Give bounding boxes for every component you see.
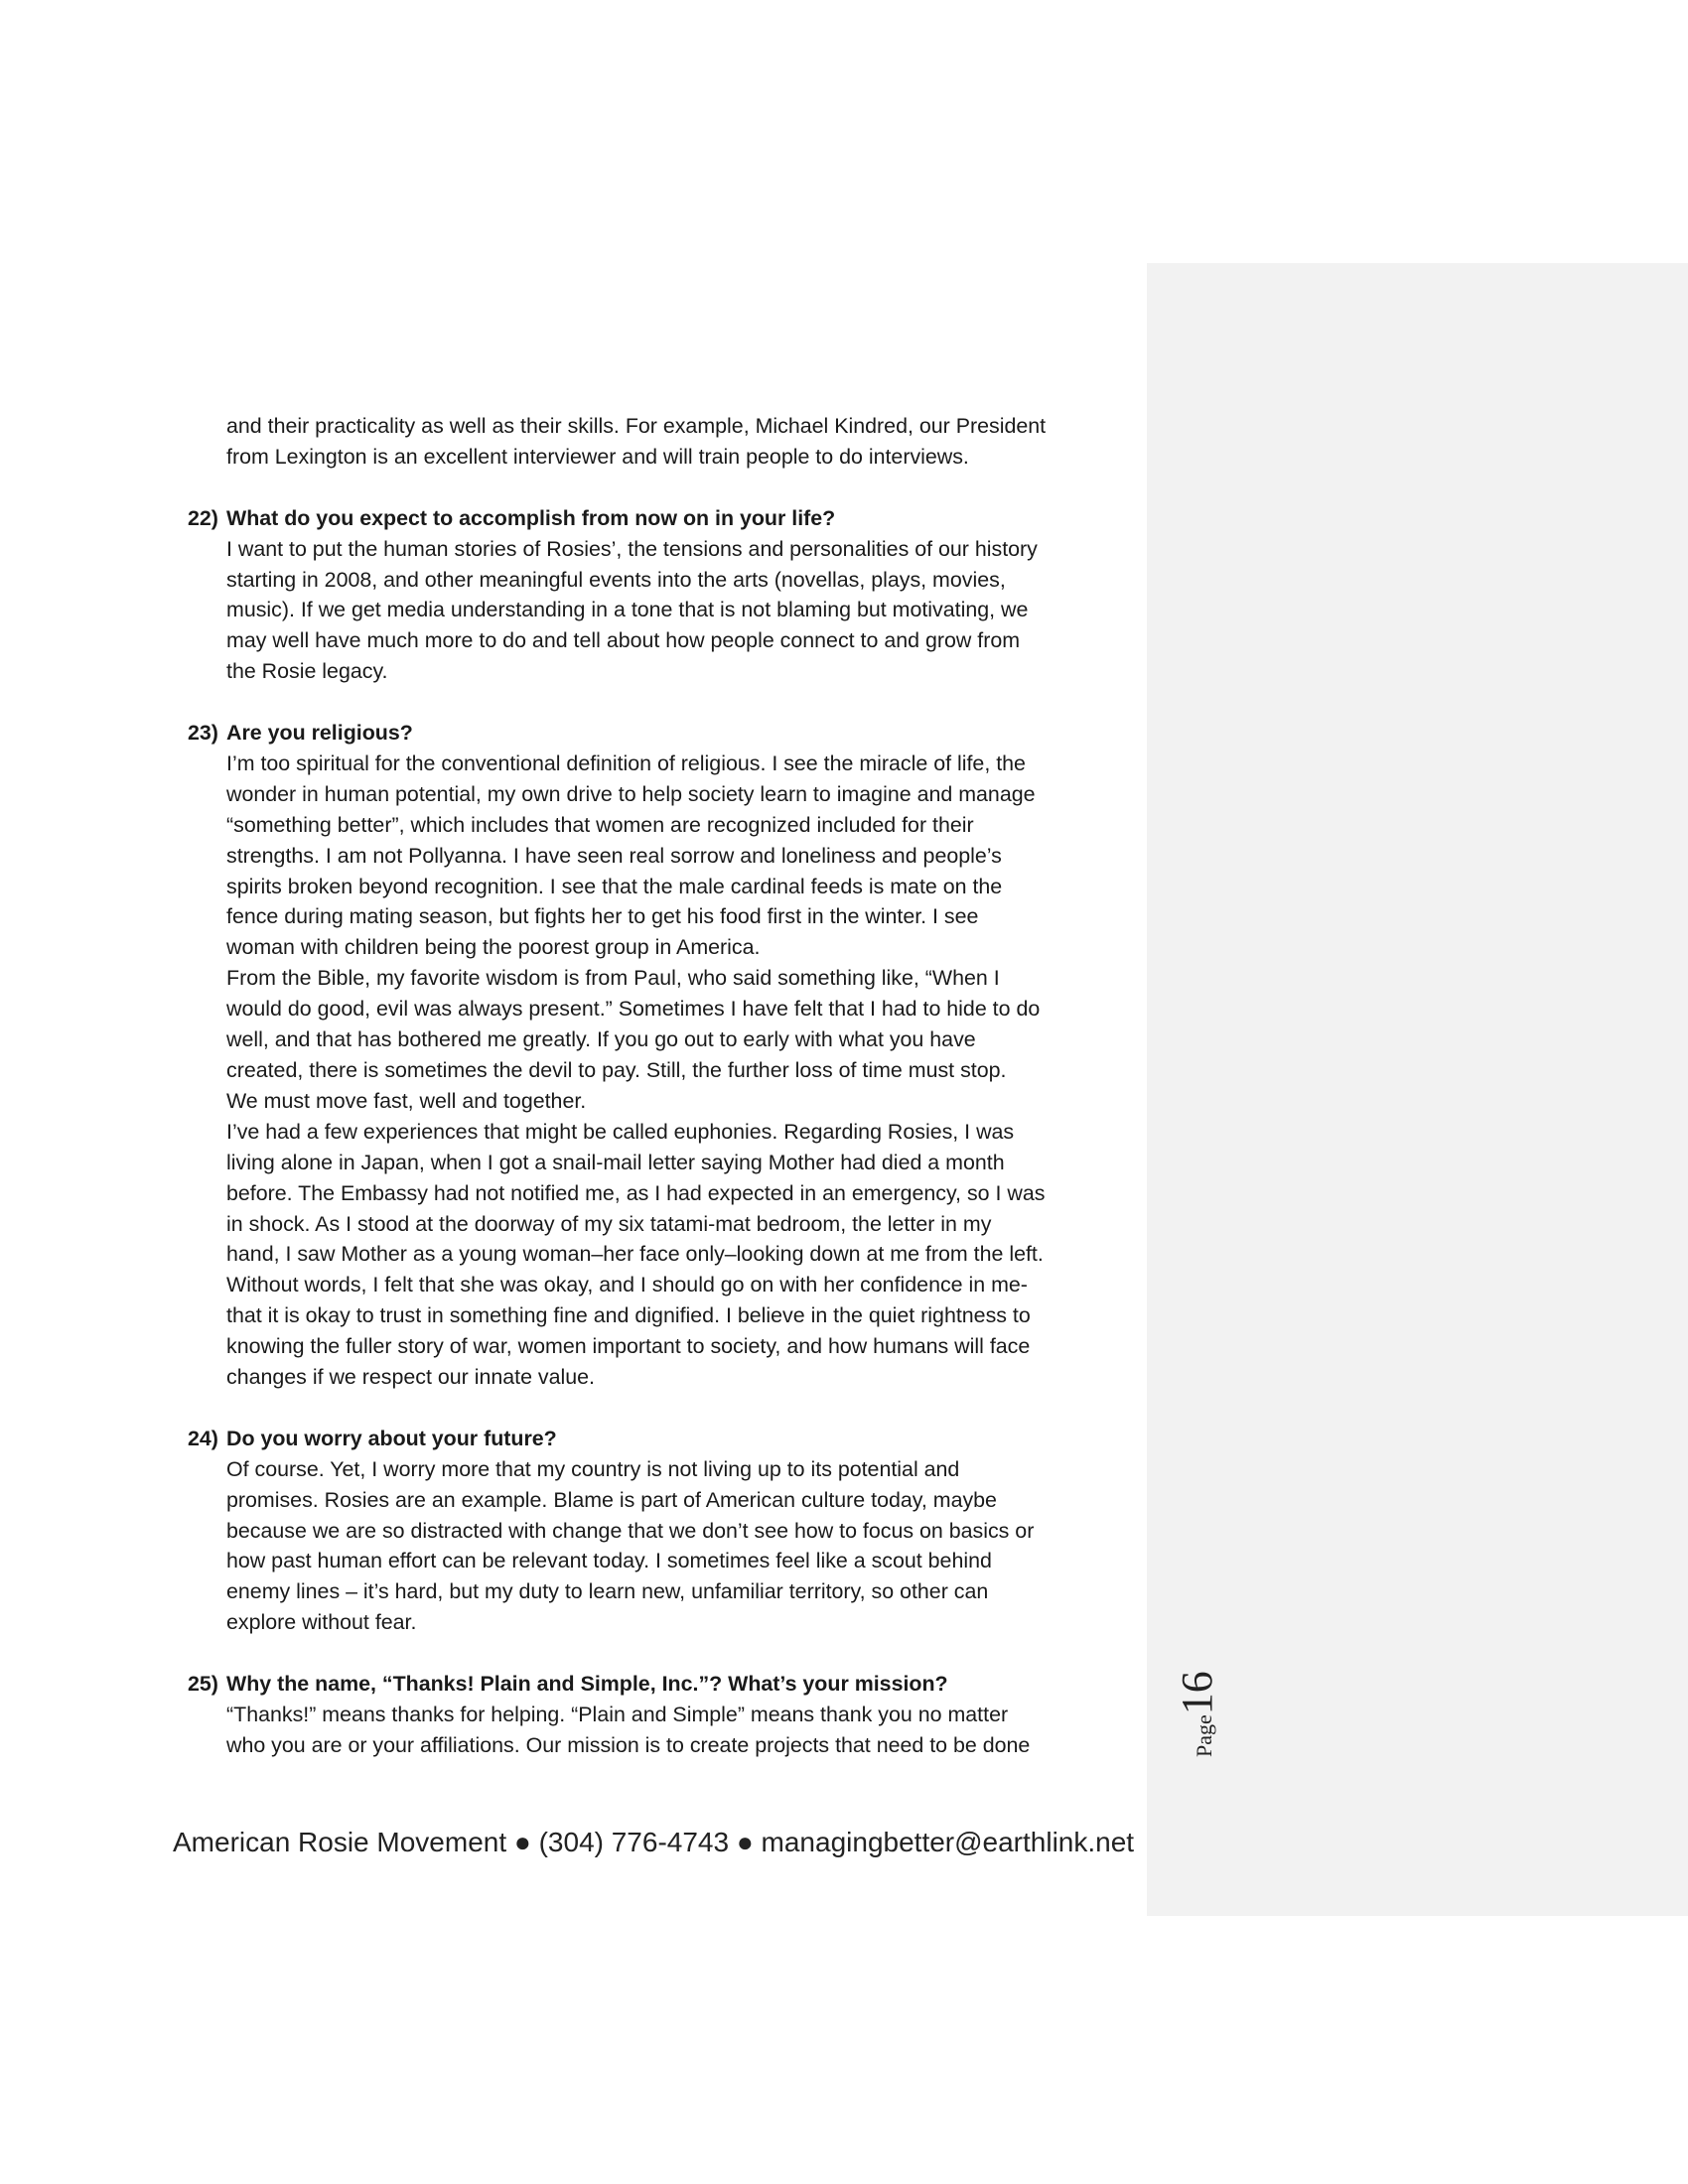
text-line: knowing the fuller story of war, women important to society, and how humans will face [226, 1334, 1031, 1359]
question-text: Why the name, “Thanks! Plain and Simple, Inc.”? What’s your mission? [226, 1672, 948, 1697]
answer-paragraph [184, 1700, 1137, 1761]
text-line: how past human effort can be relevant today. I sometimes feel like a scout behind [226, 1549, 992, 1573]
text-line: created, there is sometimes the devil to pay. Still, the further loss of time must stop. [226, 1058, 1007, 1082]
text-line: I want to put the human stories of Rosies’, the tensions and personalities of our history [226, 536, 1038, 561]
text-line: strengths. I am not Pollyanna. I have seen real sorrow and loneliness and people’s [226, 843, 1002, 868]
question-number: 25) [188, 1672, 218, 1697]
answer-paragraph [184, 1117, 1137, 1393]
text-line: would do good, evil was always present.” Sometimes I have felt that I had to hide to do [226, 997, 1041, 1022]
text-line: and their practicality as well as their skills. For example, Michael Kindred, our President [226, 414, 1047, 438]
page-label-word: Page [1192, 1714, 1216, 1757]
text-line: because we are so distracted with change that we don’t see how to focus on basics or [226, 1518, 1035, 1543]
text-line: the Rosie legacy. [226, 659, 388, 684]
text-line: Of course. Yet, I worry more that my country is not living up to its potential and [226, 1456, 960, 1481]
text-line: Without words, I felt that she was okay, and I should go on with her confidence in me- [226, 1273, 1028, 1297]
intro-paragraph [184, 411, 1137, 473]
text-line: I’ve had a few experiences that might be called euphonies. Regarding Rosies, I was [226, 1119, 1015, 1144]
answer-paragraph [184, 534, 1137, 688]
question-number: 22) [188, 505, 218, 530]
question-number: 24) [188, 1426, 218, 1450]
text-line: living alone in Japan, when I got a snail-mail letter saying Mother had died a month [226, 1150, 1005, 1174]
text-line: music). If we get media understanding in a tone that is not blaming but motivating, we [226, 598, 1029, 622]
text-line: fence during mating season, but fights her to get his food first in the winter. I see [226, 904, 979, 929]
text-line: changes if we respect our innate value. [226, 1365, 595, 1390]
qa-item-24 [184, 1424, 1137, 1638]
qa-item-22 [184, 503, 1137, 687]
question-heading [184, 503, 1137, 534]
text-line: before. The Embassy had not notified me, as I had expected in an emergency, so I was [226, 1180, 1046, 1205]
answer-paragraph [184, 963, 1137, 1117]
text-line: starting in 2008, and other meaningful events into the arts (novellas, plays, movies, [226, 567, 1006, 592]
text-line: I’m too spiritual for the conventional definition of religious. I see the miracle of life, the [226, 751, 1026, 775]
text-line: may well have much more to do and tell about how people connect to and grow from [226, 628, 1021, 653]
text-line: “Thanks!” means thanks for helping. “Plain and Simple” means thank you no matter [226, 1703, 1009, 1726]
page-label-number: 16 [1173, 1671, 1221, 1715]
text-line: well, and that has bothered me greatly. If you go out to early with what you have [226, 1027, 976, 1052]
question-heading [184, 1424, 1137, 1454]
text-line: spirits broken beyond recognition. I see that the male cardinal feeds is mate on the [226, 874, 1003, 898]
question-text: What do you expect to accomplish from now on in your life? [226, 505, 836, 530]
question-number: 23) [188, 721, 218, 746]
text-line: “something better”, which includes that women are recognized included for their [226, 812, 974, 837]
text-line: who you are or your affiliations. Our mission is to create projects that need to be done [226, 1732, 1031, 1757]
qa-item-25 [184, 1669, 1137, 1761]
question-heading [184, 1669, 1137, 1700]
text-line: from Lexington is an excellent interviewer and will train people to do interviews. [226, 444, 969, 469]
qa-item-23 [184, 718, 1137, 1393]
question-heading [184, 718, 1137, 749]
text-line: We must move fast, well and together. [226, 1088, 587, 1113]
text-line: explore without fear. [226, 1610, 417, 1635]
text-line: enemy lines – it’s hard, but my duty to learn new, unfamiliar territory, so other can [226, 1579, 989, 1604]
comment-margin-pane [1147, 263, 1688, 1916]
answer-paragraph [184, 1454, 1137, 1638]
question-text: Are you religious? [226, 721, 413, 746]
text-line: promises. Rosies are an example. Blame is part of American culture today, maybe [226, 1487, 997, 1512]
page-number [1172, 1638, 1221, 1757]
text-line: that it is okay to trust in something fine and dignified. I believe in the quiet rightness to [226, 1303, 1031, 1328]
question-text: Do you worry about your future? [226, 1426, 557, 1450]
text-line: wonder in human potential, my own drive to help society learn to imagine and manage [226, 781, 1036, 806]
page-footer: American Rosie Movement ● (304) 776-4743 ● managingbetter@earthlink.net [173, 1827, 1135, 1857]
text-line: in shock. As I stood at the doorway of my six tatami-mat bedroom, the letter in my [226, 1211, 992, 1236]
document-body [184, 411, 1137, 1761]
answer-paragraph [184, 749, 1137, 963]
text-line: woman with children being the poorest group in America. [226, 935, 761, 960]
text-line: From the Bible, my favorite wisdom is from Paul, who said something like, “When I [226, 966, 1000, 991]
text-line: hand, I saw Mother as a young woman–her face only–looking down at me from the left. [226, 1242, 1044, 1267]
